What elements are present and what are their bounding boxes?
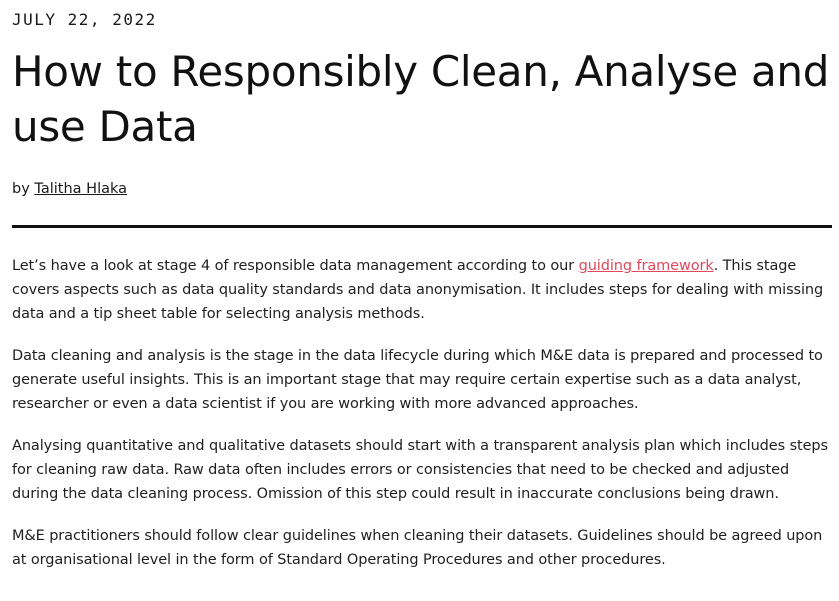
paragraph-guidelines: M&E practitioners should follow clear guidelines when cleaning their datasets. Guidelines should be agreed upon at organisational level in the form of Standard Operating Procedures and other procedures. bbox=[12, 528, 823, 568]
article-body bbox=[12, 254, 832, 590]
paragraph-intro-before: Let’s have a look at stage 4 of responsible data management according to our bbox=[12, 258, 579, 274]
paragraph-intro-after: . This stage covers aspects such as data quality standards and data anonymisation. It includes steps for dealing with missing data and a tip sheet table for selecting analysis methods. bbox=[12, 258, 824, 322]
paragraph-data-cleaning: Data cleaning and analysis is the stage in the data lifecycle during which M&E data is prepared and processed to generate useful insights. This is an important stage that may require certain expertise such as a data analyst, researcher or even a data scientist if you are working with more advanced approaches. bbox=[12, 348, 823, 412]
post-date: JULY 22, 2022 bbox=[12, 10, 157, 29]
paragraph-analysis-plan: Analysing quantitative and qualitative datasets should start with a transparent analysis plan which includes steps for cleaning raw data. Raw data often includes errors or consistencies that need to be checked and adjusted during the data cleaning process. Omission of this step could result in inaccurate conclusions being drawn. bbox=[12, 438, 828, 502]
header-divider bbox=[12, 225, 832, 228]
article-title: How to Responsibly Clean, Analyse and use Data bbox=[12, 47, 830, 151]
byline-prefix: by bbox=[12, 181, 30, 197]
author-link[interactable]: Talitha Hlaka bbox=[34, 181, 128, 197]
guiding-framework-link[interactable]: guiding framework bbox=[578, 258, 714, 274]
byline bbox=[12, 179, 127, 199]
paragraph-intro bbox=[12, 254, 832, 326]
